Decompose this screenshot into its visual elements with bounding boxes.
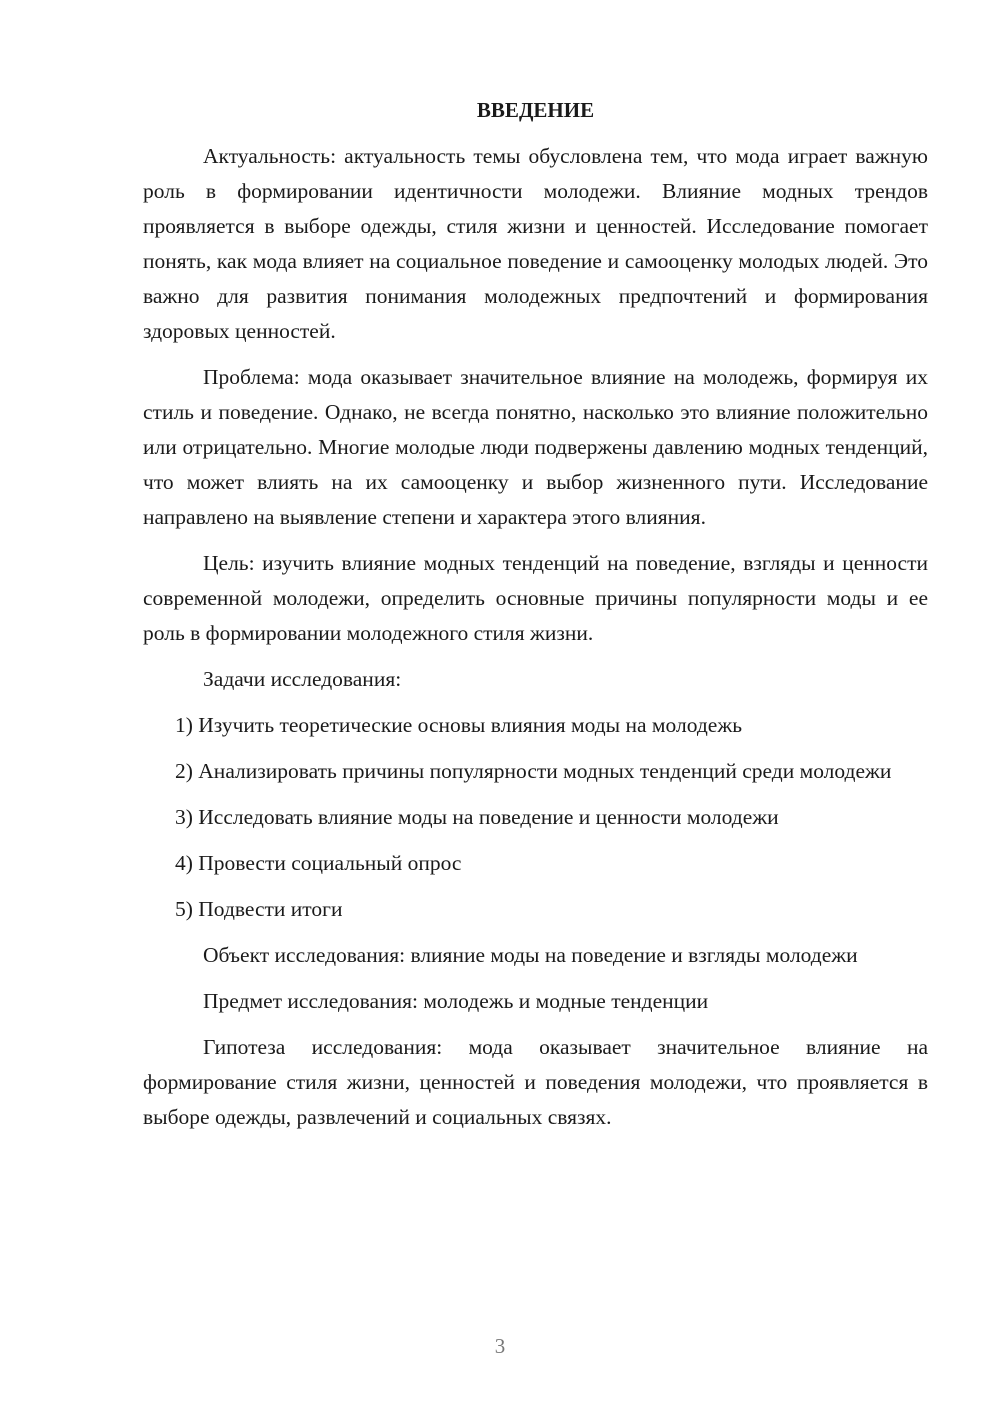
document-page	[143, 90, 928, 1146]
paragraph-subject: Предмет исследования: молодежь и модные тенденции	[203, 989, 709, 1013]
task-item: 1) Изучить теоретические основы влияния моды на молодежь	[175, 713, 742, 737]
paragraph-goal: Цель: изучить влияние модных тенденций на поведение, взгляды и ценности современной молодежи, определить основные причины популярности моды и ее роль в формировании молодежного стиля жизни.	[143, 551, 928, 645]
section-title: ВВЕДЕНИЕ	[476, 98, 595, 122]
task-item: 2) Анализировать причины популярности модных тенденций среди молодежи	[175, 759, 892, 783]
paragraph-hypothesis: Гипотеза исследования: мода оказывает значительное влияние на формирование стиля жизни, ценностей и поведения молодежи, что проявляется в выборе одежды, развлечений и социальных связях.	[143, 1035, 928, 1129]
paragraph-relevance: Актуальность: актуальность темы обусловлена тем, что мода играет важную роль в формировании идентичности молодежи. Влияние модных трендов проявляется в выборе одежды, стиля жизни и ценностей. Исследование помогает понять, как мода влияет на социальное поведение и самооценку молодых людей. Это важно для развития понимания молодежных предпочтений и формирования здоровых ценностей.	[143, 144, 928, 343]
task-item: 3) Исследовать влияние моды на поведение и ценности молодежи	[175, 805, 779, 829]
tasks-heading: Задачи исследования:	[203, 667, 402, 691]
paragraph-problem: Проблема: мода оказывает значительное влияние на молодежь, формируя их стиль и поведение. Однако, не всегда понятно, насколько это влияние положительно или отрицательно. Многие молодые люди подвержены давлению модных тенденций, что может влиять на их самооценку и выбор жизненного пути. Исследование направлено на выявление степени и характера этого влияния.	[143, 365, 928, 529]
task-item: 4) Провести социальный опрос	[175, 851, 462, 875]
page-number: 3	[494, 1334, 506, 1358]
task-item: 5) Подвести итоги	[175, 897, 343, 921]
paragraph-object: Объект исследования: влияние моды на поведение и взгляды молодежи	[203, 943, 858, 967]
